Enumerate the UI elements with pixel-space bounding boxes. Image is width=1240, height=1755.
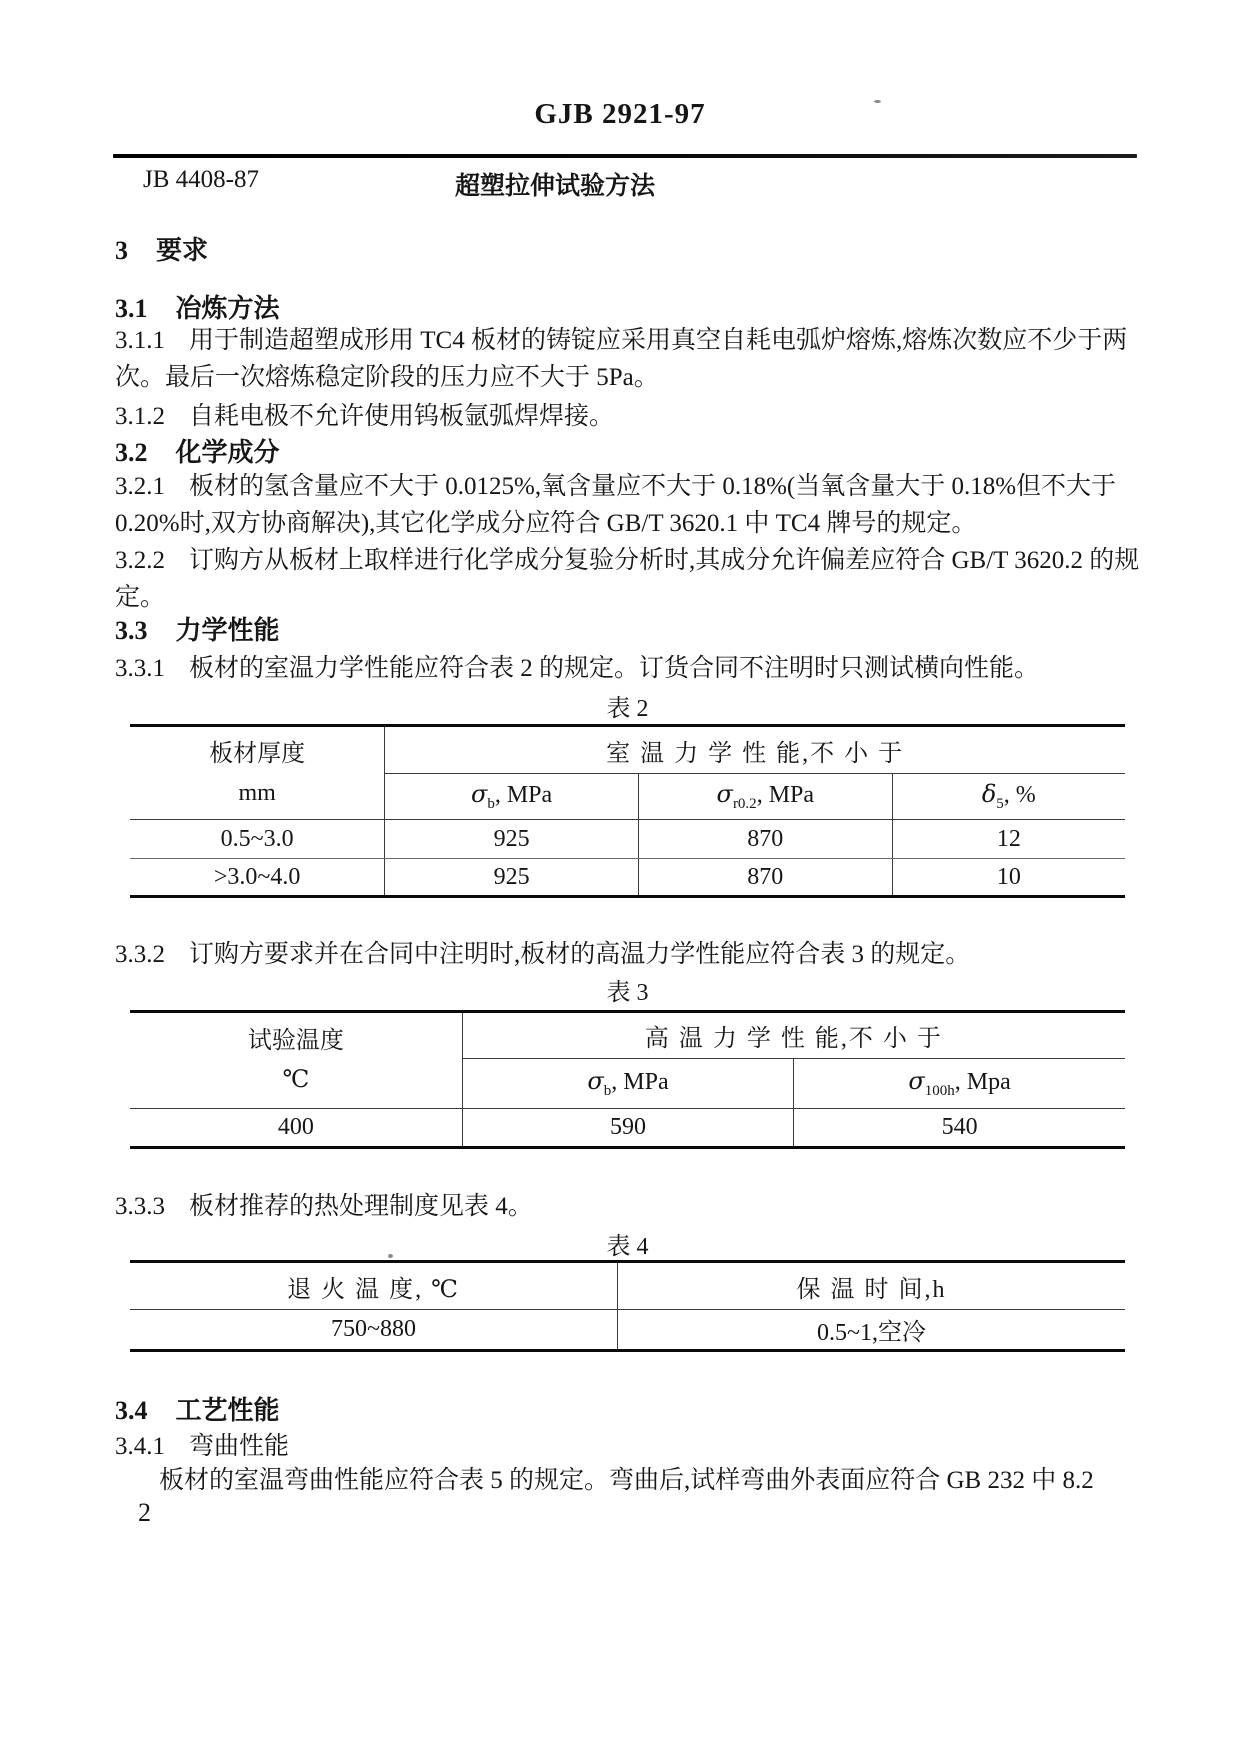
heading-3-2-num: 3.2: [115, 438, 148, 467]
sigma-b-subscript: b: [487, 795, 495, 812]
unit-label: , %: [1003, 782, 1036, 809]
heading-3-1-title: 冶炼方法: [175, 294, 280, 323]
table-row: [130, 1109, 1125, 1148]
para-3-3-3-text: 板材推荐的热处理制度见表 4。: [189, 1193, 533, 1220]
para-3-3-1-text: 板材的室温力学性能应符合表 2 的规定。订货合同不注明时只测试横向性能。: [189, 655, 1040, 682]
sigma-symbol: σ: [908, 1067, 925, 1096]
para-3-3-1-num: 3.3.1: [115, 655, 165, 682]
table-3-span-header: 高 温 力 学 性 能,不 小 于: [462, 1012, 1125, 1059]
delta-5-value: 12: [892, 820, 1125, 859]
sigma-100h-value: 540: [794, 1109, 1125, 1148]
heading-3-4-num: 3.4: [115, 1396, 148, 1425]
table-3-subheader-sigma-b: [462, 1059, 793, 1109]
para-3-2-2-num: 3.2.2: [115, 547, 165, 574]
table-2-room-temp-mechanical: [130, 724, 1125, 898]
table-3-caption: 表 3: [606, 980, 649, 1006]
table-2-col1-line1: 板材厚度: [209, 740, 306, 767]
para-3-1-1: [115, 322, 1141, 396]
para-3-3-2-num: 3.3.2: [115, 941, 165, 968]
unit-label: , MPa: [494, 782, 553, 809]
heading-3-4-1-title: 弯曲性能: [189, 1433, 290, 1460]
anneal-temp-value: 750~880: [130, 1310, 618, 1351]
thickness-range: 0.5~3.0: [130, 820, 385, 859]
table-2-subheader-sigma-b: [385, 774, 639, 820]
sigma-r02-value: 870: [638, 859, 892, 897]
heading-3-num: 3: [115, 236, 128, 265]
para-3-1-1-num: 3.1.1: [115, 327, 165, 354]
para-3-1-1-text: 用于制造超塑成形用 TC4 板材的铸锭应采用真空自耗电弧炉熔炼,熔炼次数应不少于两次。最后一次熔炼稳定阶段的压力应不大于 5Pa。: [115, 327, 1128, 391]
test-temperature-value: 400: [130, 1109, 462, 1148]
delta-symbol: δ: [981, 780, 997, 809]
table-3-col1-line1: 试验温度: [247, 1028, 344, 1054]
table-2-subheader-delta-5: [892, 774, 1125, 820]
sigma-b-value: 590: [462, 1109, 793, 1148]
standard-code: GJB 2921-97: [534, 98, 706, 130]
para-3-3-3-num: 3.3.3: [115, 1193, 165, 1220]
thickness-range: >3.0~4.0: [130, 859, 385, 897]
table-3-high-temp-mechanical: [130, 1010, 1125, 1149]
para-3-4-1-text: 板材的室温弯曲性能应符合表 5 的规定。弯曲后,试样弯曲外表面应符合 GB 232 中 8.2: [159, 1467, 1094, 1494]
sigma-symbol: σ: [587, 1067, 604, 1096]
table-2-col1-line2: mm: [238, 779, 276, 806]
table-3-col1-header: [130, 1012, 462, 1109]
header-rule: [113, 154, 1137, 158]
para-3-2-2-text: 订购方从板材上取样进行化学成分复验分析时,其成分允许偏差应符合 GB/T 3620.2 的规定。: [115, 547, 1140, 611]
unit-label: , MPa: [611, 1069, 669, 1096]
heading-3: [115, 232, 1141, 269]
para-3-3-2-text: 订购方要求并在合同中注明时,板材的高温力学性能应符合表 3 的规定。: [189, 941, 971, 968]
table-2-caption: 表 2: [606, 696, 649, 722]
heading-3-4: [115, 1392, 1141, 1429]
sigma-r02-value: 870: [638, 820, 892, 859]
scan-speck: [874, 100, 881, 103]
heading-3-3-title: 力学性能: [175, 616, 280, 645]
table-2-col1-header: [130, 726, 385, 820]
reference-row: [115, 166, 1137, 200]
heading-3-1-num: 3.1: [115, 294, 148, 323]
delta-5-subscript: 5: [996, 795, 1004, 812]
sigma-symbol: σ: [716, 780, 733, 809]
sigma-100h-subscript: 100h: [924, 1082, 955, 1099]
heading-3-2: [115, 434, 1141, 471]
para-3-2-1-num: 3.2.1: [115, 473, 165, 500]
scan-speck: [388, 1254, 393, 1258]
table-row: [130, 1310, 1125, 1351]
para-3-1-2-num: 3.1.2: [115, 403, 165, 430]
para-3-3-2: [115, 936, 1141, 973]
table-2-span-header: 室 温 力 学 性 能,不 小 于: [385, 726, 1125, 774]
table-4-header-anneal-temp: 退 火 温 度, ℃: [130, 1262, 618, 1310]
delta-5-value: 10: [892, 859, 1125, 897]
table-2-subheader-sigma-r02: [638, 774, 892, 820]
para-3-2-1: [115, 468, 1141, 542]
table-3-col1-line2: ℃: [282, 1067, 310, 1093]
heading-3-4-1-num: 3.4.1: [115, 1433, 165, 1460]
para-3-3-1: [115, 650, 1141, 687]
table-4-heat-treatment: [130, 1260, 1125, 1352]
unit-label: , MPa: [756, 782, 815, 809]
table-3-subheader-sigma-100h: [794, 1059, 1125, 1109]
sigma-b-value: 925: [385, 820, 639, 859]
heading-3-4-1: [115, 1428, 1141, 1465]
page-number: 2: [138, 1498, 151, 1527]
para-3-2-2: [115, 542, 1141, 616]
heading-3-title: 要求: [156, 236, 209, 265]
heading-3-3: [115, 612, 1141, 649]
reference-code: JB 4408-87: [143, 166, 259, 193]
para-3-1-2: [115, 398, 1141, 435]
para-3-2-1-text: 板材的氢含量应不大于 0.0125%,氧含量应不大于 0.18%(当氧含量大于 0.18%但不大于 0.20%时,双方协商解决),其它化学成分应符合 GB/T 3620.1 中 TC4 牌号的规定。: [115, 473, 1117, 537]
hold-time-value: 0.5~1,空冷: [618, 1310, 1125, 1351]
heading-3-3-num: 3.3: [115, 616, 148, 645]
table-row: [130, 859, 1125, 897]
table-4-caption: 表 4: [606, 1234, 649, 1260]
table-4-header-hold-time: 保 温 时 间,h: [618, 1262, 1125, 1310]
reference-title: 超塑拉伸试验方法: [455, 173, 656, 200]
para-3-1-2-text: 自耗电极不允许使用钨板氩弧焊焊接。: [189, 403, 615, 430]
table-row: [130, 820, 1125, 859]
sigma-b-value: 925: [385, 859, 639, 897]
sigma-symbol: σ: [470, 780, 488, 809]
sigma-b-subscript: b: [603, 1082, 612, 1099]
para-3-3-3: [115, 1188, 1141, 1225]
sigma-r02-subscript: r0.2: [732, 795, 757, 812]
unit-label: , Mpa: [954, 1069, 1011, 1096]
heading-3-2-title: 化学成分: [175, 438, 280, 467]
para-3-4-1: [115, 1462, 1141, 1499]
heading-3-4-title: 工艺性能: [175, 1396, 280, 1425]
